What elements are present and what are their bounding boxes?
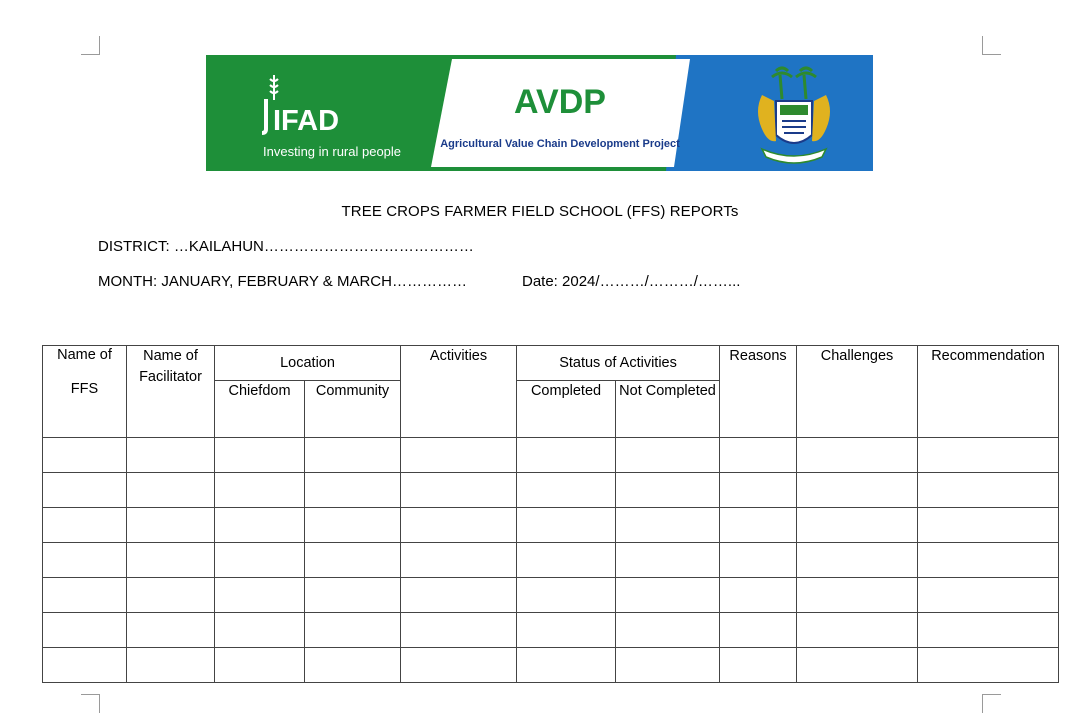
- table-cell[interactable]: [127, 613, 215, 648]
- table-cell[interactable]: [43, 648, 127, 683]
- table-cell[interactable]: [43, 543, 127, 578]
- table-cell[interactable]: [797, 508, 918, 543]
- table-cell[interactable]: [305, 508, 401, 543]
- table-row: [43, 613, 1059, 648]
- table-cell[interactable]: [401, 438, 517, 473]
- table-cell[interactable]: [517, 648, 616, 683]
- table-cell[interactable]: [43, 473, 127, 508]
- table-cell[interactable]: [127, 508, 215, 543]
- table-cell[interactable]: [797, 543, 918, 578]
- month-line: [98, 273, 467, 290]
- page-corner-mark-top-right: [982, 36, 1001, 55]
- header-banner: [206, 55, 873, 171]
- table-cell[interactable]: [797, 578, 918, 613]
- header-location: Location: [215, 346, 401, 381]
- table-cell[interactable]: [720, 473, 797, 508]
- table-cell[interactable]: [43, 613, 127, 648]
- table-cell[interactable]: [401, 508, 517, 543]
- header-completed: Completed: [517, 381, 616, 438]
- header-challenges: Challenges: [797, 346, 918, 438]
- table-row: [43, 508, 1059, 543]
- table-cell[interactable]: [616, 438, 720, 473]
- district-value: …KAILAHUN……………………………………: [169, 238, 474, 255]
- table-cell[interactable]: [517, 438, 616, 473]
- table-cell[interactable]: [215, 613, 305, 648]
- date-label: Date:: [522, 273, 558, 290]
- page-corner-mark-bottom-left: [81, 694, 100, 713]
- table-cell[interactable]: [127, 543, 215, 578]
- table-cell[interactable]: [720, 648, 797, 683]
- avdp-title: AVDP: [514, 83, 606, 121]
- table-cell[interactable]: [127, 648, 215, 683]
- district-label: DISTRICT:: [98, 238, 170, 255]
- month-value: JANUARY, FEBRUARY & MARCH……………: [157, 273, 467, 290]
- table-cell[interactable]: [517, 613, 616, 648]
- header-name-of-ffs-line1: Name of: [57, 347, 112, 363]
- district-line: [98, 238, 474, 255]
- table-cell[interactable]: [918, 578, 1059, 613]
- table-cell[interactable]: [720, 438, 797, 473]
- header-community: Community: [305, 381, 401, 438]
- table-cell[interactable]: [616, 543, 720, 578]
- table-cell[interactable]: [918, 508, 1059, 543]
- table-row: [43, 438, 1059, 473]
- table-row: [43, 543, 1059, 578]
- table-cell[interactable]: [517, 578, 616, 613]
- table-cell[interactable]: [215, 438, 305, 473]
- table-cell[interactable]: [215, 473, 305, 508]
- table-row: [43, 473, 1059, 508]
- table-cell[interactable]: [918, 438, 1059, 473]
- table-cell[interactable]: [918, 613, 1059, 648]
- table-cell[interactable]: [797, 648, 918, 683]
- header-recommendation: Recommendation: [918, 346, 1059, 438]
- table-cell[interactable]: [616, 473, 720, 508]
- table-cell[interactable]: [616, 648, 720, 683]
- table-cell[interactable]: [918, 648, 1059, 683]
- table-cell[interactable]: [401, 473, 517, 508]
- table-cell[interactable]: [720, 543, 797, 578]
- table-cell[interactable]: [720, 613, 797, 648]
- table-cell[interactable]: [517, 473, 616, 508]
- table-cell[interactable]: [305, 578, 401, 613]
- table-cell[interactable]: [720, 578, 797, 613]
- header-not-completed: Not Completed: [616, 381, 720, 438]
- table-cell[interactable]: [43, 438, 127, 473]
- table-cell[interactable]: [215, 543, 305, 578]
- table-cell[interactable]: [215, 578, 305, 613]
- date-value: 2024/………/………/……...: [557, 273, 741, 290]
- header-activities: Activities: [401, 346, 517, 438]
- table-cell[interactable]: [305, 648, 401, 683]
- table-cell[interactable]: [43, 508, 127, 543]
- table-row: [43, 648, 1059, 683]
- ifad-wordmark: IFAD: [273, 105, 340, 137]
- table-cell[interactable]: [305, 473, 401, 508]
- table-cell[interactable]: [43, 578, 127, 613]
- ffs-report-table: [42, 345, 1059, 683]
- date-line: [522, 273, 740, 290]
- table-cell[interactable]: [401, 543, 517, 578]
- header-status-of-activities: Status of Activities: [517, 346, 720, 381]
- table-cell[interactable]: [517, 508, 616, 543]
- table-cell[interactable]: [616, 508, 720, 543]
- table-cell[interactable]: [616, 613, 720, 648]
- table-cell[interactable]: [127, 473, 215, 508]
- header-reasons: Reasons: [720, 346, 797, 438]
- header-name-of-facilitator: Name of Facilitator: [127, 346, 215, 438]
- header-name-of-ffs: [43, 346, 127, 438]
- ifad-tagline: Investing in rural people: [263, 144, 402, 159]
- header-name-of-ffs-line2: FFS: [70, 381, 99, 397]
- table-cell[interactable]: [616, 578, 720, 613]
- table-cell[interactable]: [305, 438, 401, 473]
- table-cell[interactable]: [797, 473, 918, 508]
- table-cell[interactable]: [517, 543, 616, 578]
- report-title: TREE CROPS FARMER FIELD SCHOOL (FFS) REPORTs: [341, 203, 739, 220]
- table-cell[interactable]: [127, 578, 215, 613]
- table-cell[interactable]: [401, 613, 517, 648]
- table-cell[interactable]: [215, 648, 305, 683]
- table-cell[interactable]: [797, 613, 918, 648]
- table-cell[interactable]: [918, 543, 1059, 578]
- table-cell[interactable]: [215, 508, 305, 543]
- avdp-subtitle: Agricultural Value Chain Development Project: [440, 138, 680, 150]
- page-corner-mark-top-left: [81, 36, 100, 55]
- table-cell[interactable]: [797, 438, 918, 473]
- table-cell[interactable]: [401, 578, 517, 613]
- table-cell[interactable]: [918, 473, 1059, 508]
- table-cell[interactable]: [127, 438, 215, 473]
- table-cell[interactable]: [720, 508, 797, 543]
- header-chiefdom: Chiefdom: [215, 381, 305, 438]
- table-row: [43, 578, 1059, 613]
- table-cell[interactable]: [305, 613, 401, 648]
- month-label: MONTH:: [98, 273, 158, 290]
- table-cell[interactable]: [305, 543, 401, 578]
- table-cell[interactable]: [401, 648, 517, 683]
- page-corner-mark-bottom-right: [982, 694, 1001, 713]
